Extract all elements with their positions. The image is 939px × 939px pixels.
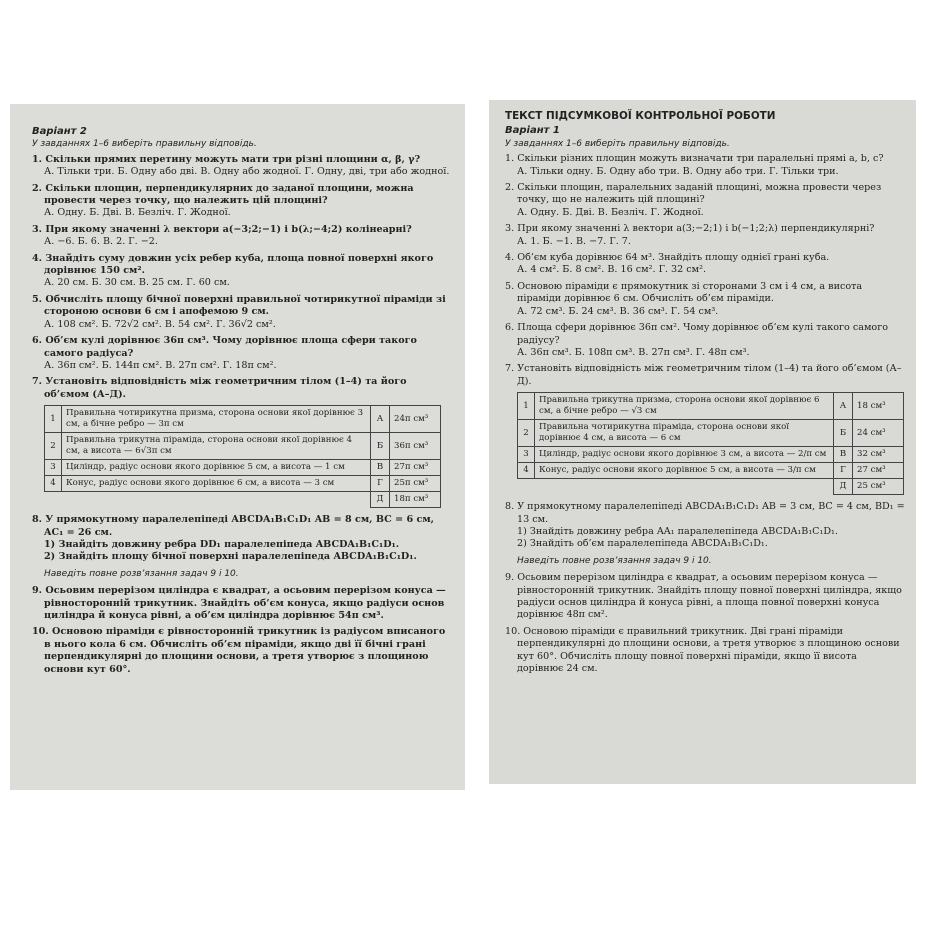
row-letter: Б bbox=[834, 420, 853, 447]
left-page bbox=[10, 104, 465, 790]
row-letter: Г bbox=[834, 463, 853, 479]
question-stem: 6. Об’єм кулі дорівнює 36π см³. Чому дорівнює площа сфери такого самого радіуса? bbox=[32, 335, 417, 359]
row-letter: А bbox=[371, 406, 390, 433]
row-number: 2 bbox=[45, 433, 62, 460]
question-6 bbox=[505, 322, 906, 359]
question-stem: 1. Скільки різних площин можуть визначати три паралельні прямі a, b, c? bbox=[505, 153, 884, 165]
question-stem: 8. У прямокутному паралелепіпеді ABCDA₁B₁C₁D₁ AB = 3 см, BC = 4 см, BD₁ = 13 см. bbox=[505, 501, 905, 525]
question-1 bbox=[505, 153, 906, 178]
table-row bbox=[518, 393, 904, 420]
row-text: Правильна трикутна піраміда, сторона основи якої дорівнює 4 см, а висота — 6√3π см bbox=[62, 433, 371, 460]
question-4 bbox=[505, 252, 906, 277]
table-row bbox=[518, 463, 904, 479]
question-stem: 4. Об’єм куба дорівнює 64 м³. Знайдіть площу однієї грані куба. bbox=[505, 252, 830, 264]
row-number: 3 bbox=[45, 460, 62, 476]
question-stem: 7. Установіть відповідність між геометричним тілом (1–4) та його об’ємом (А–Д). bbox=[32, 376, 407, 400]
row-text: Правильна трикутна призма, сторона основи якої дорівнює 6 см, а бічне ребро — √3 см bbox=[535, 393, 834, 420]
question-5 bbox=[505, 281, 906, 318]
question-stem: 9. Осьовим перерізом циліндра є квадрат, а осьовим перерізом конуса — рівносторонній трикутник. Знайдіть об’єм конуса, якщо радіуси основ циліндра й конуса рівні, а об’єм циліндра дорівнює 54π см³. bbox=[32, 585, 446, 621]
row-letter: А bbox=[834, 393, 853, 420]
table-row bbox=[45, 492, 441, 508]
row-text: Правильна чотирикутна піраміда, сторона основи якої дорівнює 4 см, а висота — 6 см bbox=[535, 420, 834, 447]
question-options: А. 108 см². Б. 72√2 см². В. 54 см². Г. 36√2 см². bbox=[44, 318, 276, 330]
row-value: 32 см³ bbox=[853, 447, 904, 463]
row-text bbox=[62, 492, 371, 508]
row-letter: В bbox=[834, 447, 853, 463]
question-options: А. Тільки одну. Б. Одну або три. В. Одну або три. Г. Тільки три. bbox=[517, 165, 839, 177]
question-10 bbox=[505, 626, 906, 676]
variant-title: Варіант 2 bbox=[32, 126, 87, 137]
table-row bbox=[518, 479, 904, 495]
question-options: А. Тільки три. Б. Одну або дві. В. Одну або жодної. Г. Одну, дві, три або жодної. bbox=[44, 166, 450, 178]
question-options: А. 20 см. Б. 30 см. В. 25 см. Г. 60 см. bbox=[44, 277, 230, 289]
question-stem: 10. Основою піраміди є рівносторонній трикутник із радіусом вписаного в нього кола 6 см. Обчисліть об’єм піраміди, якщо дві її бічні грані перпендикулярні до площини основи, а третя утворює з площиною основи кут 60°. bbox=[32, 626, 446, 675]
instruction: У завданнях 1–6 виберіть правильну відповідь. bbox=[505, 138, 730, 149]
solve-note: Наведіть повне розв’язання задач 9 і 10. bbox=[44, 568, 239, 579]
row-value: 24π см³ bbox=[390, 406, 441, 433]
table-row bbox=[45, 476, 441, 492]
row-letter: Г bbox=[371, 476, 390, 492]
matching-table bbox=[517, 392, 904, 495]
question-stem: 8. У прямокутному паралелепіпеді ABCDA₁B₁C₁D₁ AB = 8 см, BC = 6 см, AC₁ = 26 см. bbox=[32, 514, 435, 538]
question-part-1: 1) Знайдіть довжину ребра DD₁ паралелепіпеда ABCDA₁B₁C₁D₁. bbox=[44, 538, 400, 550]
matching-table bbox=[44, 405, 441, 508]
table-row bbox=[518, 447, 904, 463]
question-4 bbox=[32, 253, 451, 290]
question-stem: 2. Скільки площин, паралельних заданій площині, можна провести через точку, що не належить цій площині? bbox=[505, 182, 882, 206]
solve-note: Наведіть повне розв’язання задач 9 і 10. bbox=[517, 555, 712, 566]
row-number bbox=[45, 492, 62, 508]
row-number: 3 bbox=[518, 447, 535, 463]
question-stem: 3. При якому значенні λ вектори a(3;−2;1) і b(−1;2;λ) перпендикулярні? bbox=[505, 223, 875, 235]
row-text: Правильна чотирикутна призма, сторона основи якої дорівнює 3 см, а бічне ребро — 3π см bbox=[62, 406, 371, 433]
right-page bbox=[489, 100, 916, 784]
question-part-2: 2) Знайдіть площу бічної поверхні паралелепіпеда ABCDA₁B₁C₁D₁. bbox=[44, 551, 417, 563]
row-value: 27 см³ bbox=[853, 463, 904, 479]
row-value: 18π см³ bbox=[390, 492, 441, 508]
question-7 bbox=[505, 363, 906, 388]
question-options: А. 36π см². Б. 144π см². В. 27π см². Г. 18π см². bbox=[44, 359, 277, 371]
question-part-1: 1) Знайдіть довжину ребра AA₁ паралелепіпеда ABCDA₁B₁C₁D₁. bbox=[517, 525, 838, 537]
row-number: 4 bbox=[518, 463, 535, 479]
row-text: Конус, радіус основи якого дорівнює 6 см, а висота — 3 см bbox=[62, 476, 371, 492]
table-row bbox=[45, 433, 441, 460]
row-number bbox=[518, 479, 535, 495]
question-options: А. 4 см². Б. 8 см². В. 16 см². Г. 32 см². bbox=[517, 264, 707, 276]
question-options: А. Одну. Б. Дві. В. Безліч. Г. Жодної. bbox=[44, 207, 231, 219]
question-2 bbox=[505, 182, 906, 219]
question-stem: 9. Осьовим перерізом циліндра є квадрат, а осьовим перерізом конуса — рівносторонній трикутник. Знайдіть площу повної поверхні циліндра, якщо радіуси основ циліндра й конуса рівні, а площа повної поверхні конуса дорівнює 48π см². bbox=[505, 572, 902, 621]
row-value: 36π см³ bbox=[390, 433, 441, 460]
row-letter: Д bbox=[371, 492, 390, 508]
question-stem: 1. Скільки прямих перетину можуть мати три різні площини α, β, γ? bbox=[32, 153, 421, 165]
row-text bbox=[535, 479, 834, 495]
variant-title: Варіант 1 bbox=[505, 125, 560, 137]
question-options: А. Одну. Б. Дві. В. Безліч. Г. Жодної. bbox=[517, 206, 704, 218]
row-value: 27π см³ bbox=[390, 460, 441, 476]
question-8 bbox=[505, 501, 906, 551]
question-options: А. −6. Б. 6. В. 2. Г. −2. bbox=[44, 236, 158, 248]
row-number: 1 bbox=[45, 406, 62, 433]
row-text: Циліндр, радіус основи якого дорівнює 3 см, а висота — 2/π см bbox=[535, 447, 834, 463]
row-letter: Б bbox=[371, 433, 390, 460]
question-9 bbox=[505, 572, 906, 622]
question-9 bbox=[32, 585, 451, 622]
question-3 bbox=[32, 224, 451, 249]
question-2 bbox=[32, 183, 451, 220]
question-stem: 10. Основою піраміди є правильний трикутник. Дві грані піраміди перпендикулярні до площини основи, а третя утворює з площиною основи кут 60°. Обчисліть площу повної поверхні піраміди, якщо її висота дорівнює 24 см. bbox=[505, 625, 900, 674]
question-stem: 3. При якому значенні λ вектори a(−3;2;−1) і b(λ;−4;2) колінеарні? bbox=[32, 223, 412, 235]
question-3 bbox=[505, 223, 906, 248]
question-stem: 6. Площа сфери дорівнює 36π см². Чому дорівнює об’єм кулі такого самого радіусу? bbox=[505, 322, 889, 346]
question-5 bbox=[32, 294, 451, 331]
question-stem: 5. Обчисліть площу бічної поверхні правильної чотирикутної піраміди зі стороною основи 6 см і апофемою 9 см. bbox=[32, 293, 446, 318]
question-1 bbox=[32, 154, 451, 179]
question-options: А. 1. Б. −1. В. −7. Г. 7. bbox=[517, 235, 631, 247]
row-text: Циліндр, радіус основи якого дорівнює 5 см, а висота — 1 см bbox=[62, 460, 371, 476]
row-value: 24 см³ bbox=[853, 420, 904, 447]
question-stem: 4. Знайдіть суму довжин усіх ребер куба, площа повної поверхні якого дорівнює 150 см². bbox=[32, 252, 434, 277]
row-number: 1 bbox=[518, 393, 535, 420]
row-letter: Д bbox=[834, 479, 853, 495]
question-options: А. 72 см³. Б. 24 см³. В. 36 см³. Г. 54 см³. bbox=[517, 305, 719, 317]
question-6 bbox=[32, 335, 451, 372]
question-10 bbox=[32, 626, 451, 676]
question-stem: 2. Скільки площин, перпендикулярних до заданої площини, можна провести через точку, що належить цій площині? bbox=[32, 182, 414, 207]
row-letter: В bbox=[371, 460, 390, 476]
table-row bbox=[45, 406, 441, 433]
question-stem: 5. Основою піраміди є прямокутник зі сторонами 3 см і 4 см, а висота піраміди дорівнює 6 см. Обчисліть об’єм піраміди. bbox=[505, 280, 863, 305]
row-value: 18 см³ bbox=[853, 393, 904, 420]
question-part-2: 2) Знайдіть об’єм паралелепіпеда ABCDA₁B₁C₁D₁. bbox=[517, 538, 768, 550]
instruction: У завданнях 1–6 виберіть правильну відповідь. bbox=[32, 139, 257, 150]
table-row bbox=[45, 460, 441, 476]
row-number: 2 bbox=[518, 420, 535, 447]
row-value: 25 см³ bbox=[853, 479, 904, 495]
row-number: 4 bbox=[45, 476, 62, 492]
question-7 bbox=[32, 376, 451, 401]
page-title: ТЕКСТ ПІДСУМКОВОЇ КОНТРОЛЬНОЇ РОБОТИ bbox=[505, 110, 776, 122]
table-row bbox=[518, 420, 904, 447]
row-value: 25π см³ bbox=[390, 476, 441, 492]
row-text: Конус, радіус основи якого дорівнює 5 см, а висота — 3/π см bbox=[535, 463, 834, 479]
question-stem: 7. Установіть відповідність між геометричним тілом (1–4) та його об’ємом (А–Д). bbox=[505, 363, 902, 387]
question-8 bbox=[32, 514, 451, 564]
question-options: А. 36π см³. Б. 108π см³. В. 27π см³. Г. 48π см³. bbox=[517, 346, 750, 358]
